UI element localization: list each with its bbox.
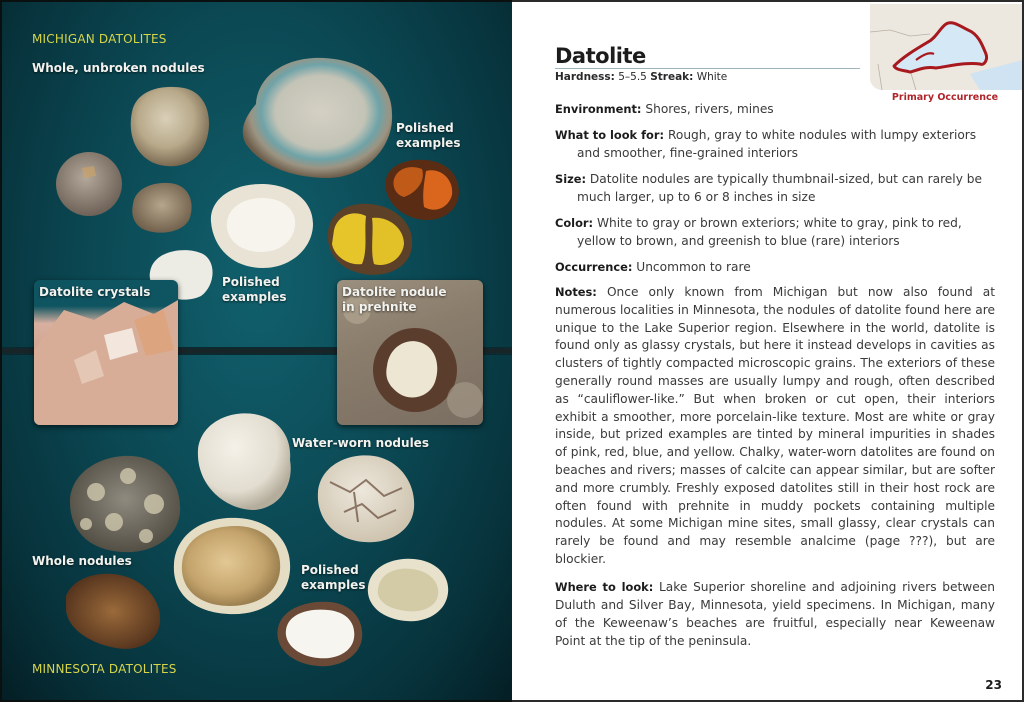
field-label: Environment: (555, 102, 642, 116)
caption-line: in prehnite (342, 300, 417, 314)
crystal-cluster-image (34, 280, 178, 425)
specimen-water-worn-veined (314, 452, 418, 546)
caption-nodule-in-prehnite (342, 285, 447, 315)
lake-superior-map-icon (870, 4, 1022, 90)
caption-datolite-crystals: Datolite crystals (39, 285, 151, 299)
field-text: White to gray or brown exteriors; white to gray, pink to red, yellow to brown, and greenish to blue (rare) interiors (577, 216, 962, 248)
caption-line: examples (301, 578, 366, 592)
caption-whole-nodules: Whole nodules (32, 554, 132, 568)
specimen-polished-white-brown-rim (274, 600, 366, 670)
specimen-polished-white-center (207, 182, 317, 272)
specimen-whole-nodule-lichen (66, 452, 184, 556)
caption-water-worn-nodules: Water-worn nodules (292, 436, 429, 450)
field-color (555, 214, 995, 250)
section-title-minnesota: MINNESOTA DATOLITES (32, 662, 177, 676)
section-title-michigan: MICHIGAN DATOLITES (32, 32, 167, 46)
specimen-polished-blue-gray (236, 54, 396, 182)
page-number: 23 (985, 678, 1002, 692)
field-size (555, 170, 993, 206)
specimen-whole-nodule-brown (62, 570, 166, 654)
field-text: Datolite nodules are typically thumbnail-sized, but can rarely be much larger, up to 6 or 8 inches in size (577, 172, 983, 204)
field-text: Once only known from Michigan but now also found at numerous localities in Minnesota, the nodules of datolite found here are unique to the Lake Superior region. Elsewhere in the world, datolite is found only as glassy crystals, but here it instead develops in cavities as clusters of tightly compacted microscopic grains. The exteriors of these generally round masses are usually lumpy and rough, often described as “cauliflower-like.” But when broken or cut open, their interiors exhibit a smoother, more porcelain-like texture. Most are white or gray inside, but prized examples are tinted by mineral impurities in shades of pink, red, blue, and yellow. Chalky, water-worn datolites are found on beaches and rivers; masses of calcite can appear similar, but are softer and more crumbly. Freshly exposed datolites still in their host rock are often found with prehnite in muddy pockets containing multiple nodules. At some Michigan mine sites, small glassy, clear crystals can rarely be found and may resemble analcime (page ???), but are blockier. (555, 285, 996, 566)
specimen-polished-cream (364, 557, 452, 625)
specimen-whole-nodule-round (54, 150, 124, 218)
field-label: Notes: (555, 285, 597, 299)
specimen-whole-nodule-large (122, 82, 212, 170)
field-text: Uncommon to rare (636, 260, 751, 274)
field-text: Shores, rivers, mines (645, 102, 774, 116)
field-notes (555, 284, 995, 569)
field-environment (555, 100, 995, 118)
occurrence-map (870, 4, 1022, 90)
caption-line: examples (222, 290, 287, 304)
field-what-to-look-for (555, 126, 985, 162)
caption-line: examples (396, 136, 461, 150)
hardness-value: 5–5.5 (618, 71, 647, 83)
field-text: Rough, gray to white nodules with lumpy exteriors and smoother, fine-grained interiors (577, 128, 977, 160)
field-label: What to look for: (555, 128, 665, 142)
caption-polished-examples-2 (222, 275, 286, 305)
specimen-whole-nodule-small (129, 180, 195, 236)
hardness-streak-line (555, 71, 727, 83)
caption-line: Polished (222, 275, 280, 289)
title-rule (555, 68, 860, 69)
specimen-water-worn-white (192, 410, 296, 514)
caption-whole-unbroken-nodules: Whole, unbroken nodules (32, 61, 205, 75)
streak-label: Streak: (650, 71, 694, 83)
streak-value: White (696, 71, 728, 83)
field-where-to-look (555, 578, 995, 650)
caption-line: Datolite nodule (342, 285, 447, 299)
field-text: Lake Superior shoreline and adjoining rivers between Duluth and Silver Bay, Minnesota, yield specimens. In Michigan, many of the Keweenaw’s beaches are fruitful, especially near Keweenaw Point at the tip of the peninsula. (555, 580, 995, 648)
mineral-title: Datolite (555, 44, 646, 68)
inset-photo-nodule-in-prehnite (337, 280, 483, 425)
caption-polished-examples-1 (396, 121, 460, 151)
map-caption: Primary Occurrence (891, 92, 999, 103)
hardness-label: Hardness: (555, 71, 615, 83)
field-occurrence (555, 258, 995, 276)
field-label: Occurrence: (555, 260, 633, 274)
caption-line: Polished (301, 563, 359, 577)
field-label: Color: (555, 216, 594, 230)
text-page (512, 0, 1024, 702)
inset-photo-datolite-crystals (34, 280, 178, 425)
field-label: Size: (555, 172, 587, 186)
field-label: Where to look: (555, 580, 654, 594)
specimen-polished-yellow (324, 202, 416, 278)
caption-line: Polished (396, 121, 454, 135)
caption-polished-examples-3 (301, 563, 365, 593)
